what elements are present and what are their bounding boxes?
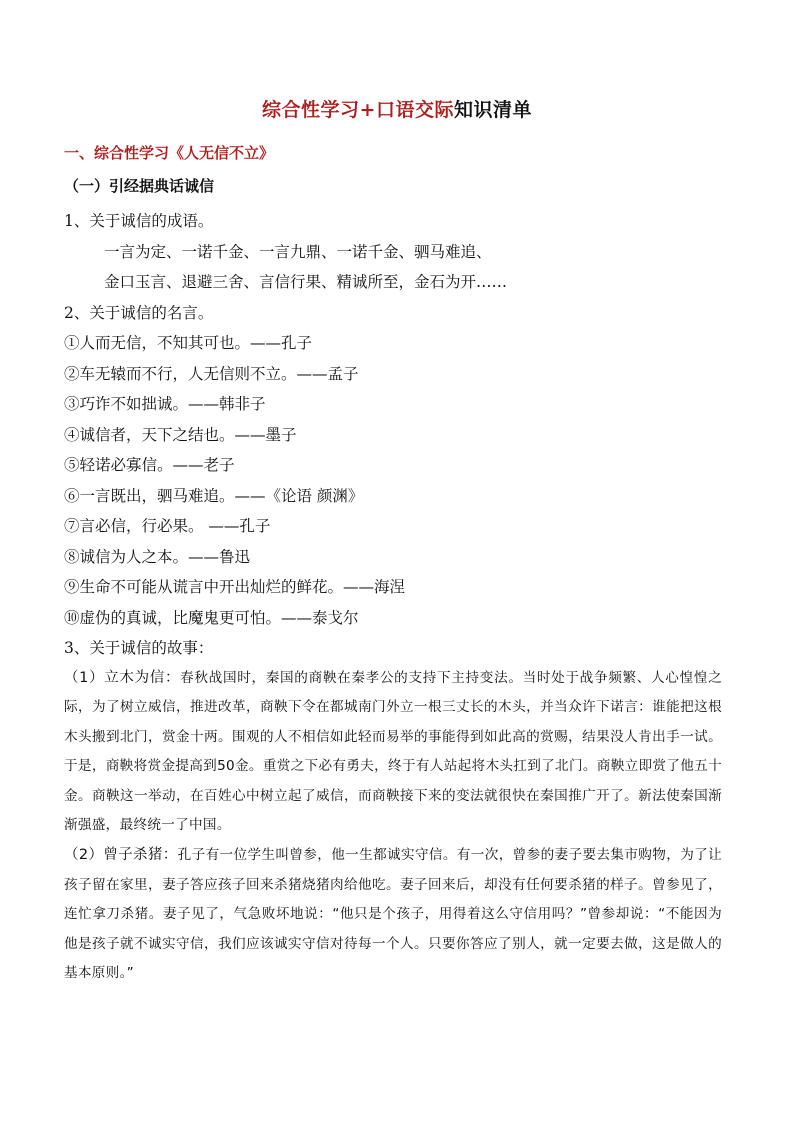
story-text: 春秋战国时，秦国的商鞅在秦孝公的支持下主持变法。当时处于战争频繁、人心惶惶之际，为了树立威信，推进改革，商鞅下令在都城南门外立一根三丈长的木头，并当众许下诺言：谁能把这根木头搬到北门，赏金十两。围观的人不相信如此轻而易举的事能得到如此高的赏赐，结果没人肯出手一试。于是，商鞅将赏金提高到50金。重赏之下必有勇夫，终于有人站起将木头扛到了北门。商鞅立即赏了他五十金。商鞅这一举动，在百姓心中树立起了威信，而商鞅接下来的变法就很快在秦国推广开了。新法使秦国渐渐强盛，最终统一了中国。 [64,669,723,834]
story-text: 孔子有一位学生叫曾参，他一生都诚实守信。有一次，曾参的妻子要去集市购物，为了让孩子留在家里，妻子答应孩子回来杀猪烧猪肉给他吃。妻子回来后，却没有任何要杀猪的样子。曾参见了，连忙拿刀杀猪。妻子见了，气急败坏地说：“他只是个孩子，用得着这么守信用吗？”曾参却说：“不能因为他是孩子就不诚实守信，我们应该诚实守信对待每一个人。只要你答应了别人，就一定要去做，这是做人的基本原则。” [64,847,723,982]
subsection-heading: （一）引经据典话诚信 [64,177,215,195]
section-heading: 一、综合性学习《人无信不立》 [64,144,275,162]
quote-item: ⑩虚伪的真诚，比魔鬼更可怕。——泰戈尔 [64,608,359,627]
quote-item: ⑥一言既出，驷马难追。——《论语 颜渊》 [64,486,364,505]
story-label: （1）立木为信： [64,669,181,686]
story-paragraph-2 [64,841,722,989]
title-red-part: 综合性学习+口语交际 [262,99,454,121]
quote-item: ④诚信者，天下之结也。——墨子 [64,425,297,444]
quote-item: ③巧诈不如拙诚。——韩非子 [64,395,266,413]
story-paragraph-1 [64,664,722,842]
quote-item: ⑨生命不可能从谎言中开出灿烂的鲜花。——海涅 [64,578,406,596]
quote-item: ①人而无信，不知其可也。——孔子 [64,334,313,352]
title-black-part: 知识清单 [453,99,532,121]
quote-item: ⑦言必信，行必果。 ——孔子 [64,517,271,535]
quote-item: ⑧诚信为人之本。——鲁迅 [64,547,251,566]
idioms-line-2: 金口玉言、退避三舍、言信行果、精诚所至，金石为开…… [104,273,508,291]
quote-item: ②车无辕而不行，人无信则不立。——孟子 [64,364,359,383]
idioms-line-1: 一言为定、一诺千金、一言九鼎、一诺千金、驷马难追、 [104,242,492,261]
story-label: （2）曾子杀猪： [64,847,178,864]
quotes-heading: 2、关于诚信的名言。 [64,303,214,322]
page-title [72,95,722,122]
quote-item: ⑤轻诺必寡信。——老子 [64,456,235,474]
stories-heading: 3、关于诚信的故事： [64,639,214,657]
idioms-heading: 1、关于诚信的成语。 [64,212,214,230]
